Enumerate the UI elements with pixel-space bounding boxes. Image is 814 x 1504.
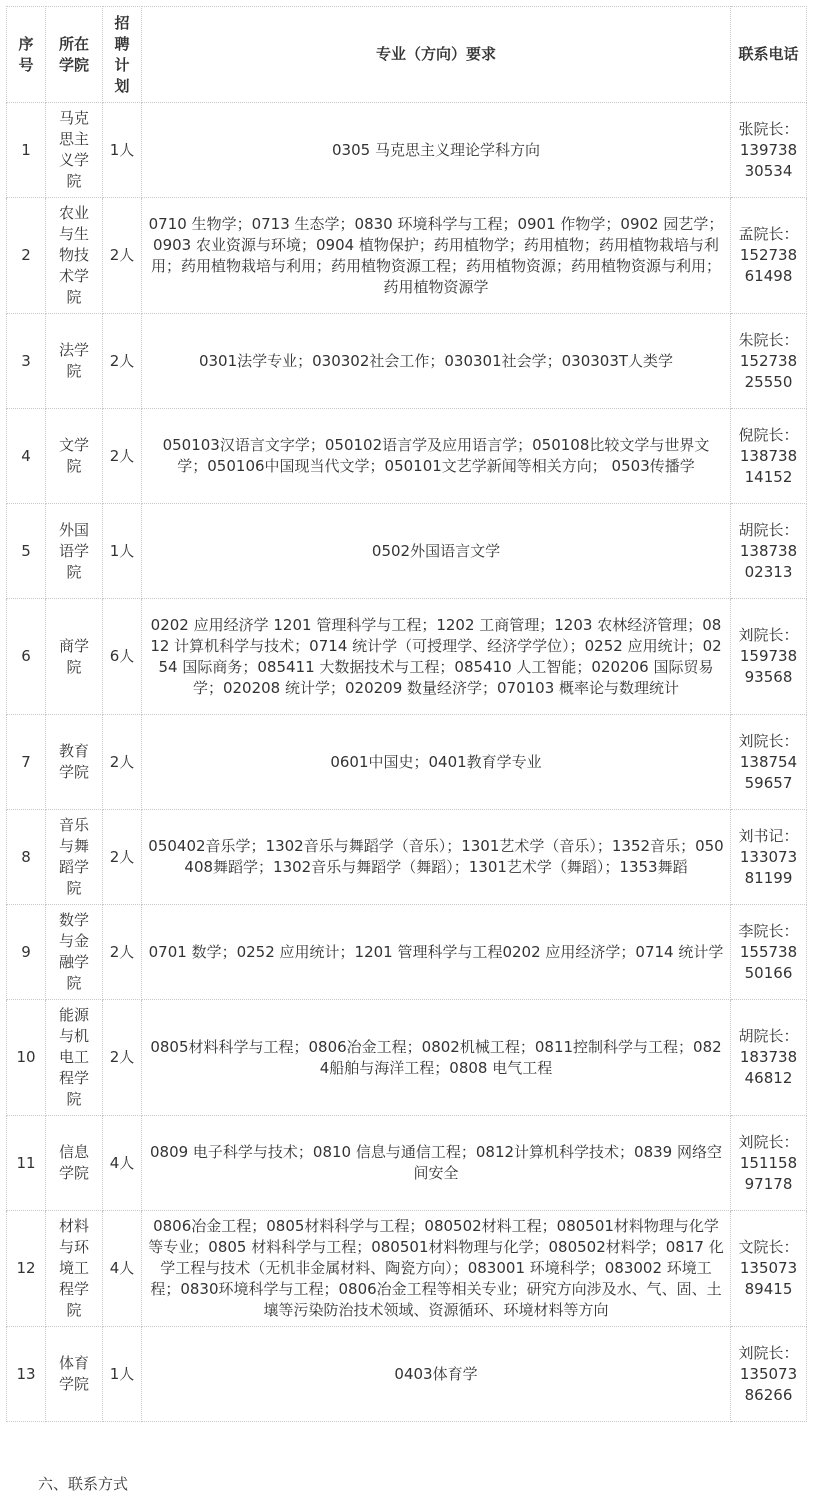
row-requirement: 0806冶金工程；0805材料科学与工程；080502材料工程；080501材料物理与化学等专业；0805 材料科学与工程；080501材料物理与化学；080502材料学；0817 化学工程与技术（无机非金属材料、陶瓷方向）；083001 环境科学；083002 环境工程；0830环境科学与工程；0806冶金工程等相关专业；研究方向涉及水、气、固、土壤等污染防治技术领域、资源循环、环境材料等方向: [142, 1211, 731, 1327]
row-plan: 4人: [103, 1211, 142, 1327]
table-row: [7, 1327, 807, 1422]
table-row: [7, 198, 807, 314]
row-phone: 胡院长：18373846812: [731, 1000, 807, 1116]
table-row: [7, 715, 807, 810]
row-college: 商学院: [46, 599, 103, 715]
row-requirement: 050402音乐学；1302音乐与舞蹈学（音乐）；1301艺术学（音乐）；1352音乐；050408舞蹈学；1302音乐与舞蹈学（舞蹈）；1301艺术学（舞蹈）；1353舞蹈: [142, 810, 731, 905]
row-requirement: 0403体育学: [142, 1327, 731, 1422]
row-seq: 6: [7, 599, 46, 715]
table-row: [7, 905, 807, 1000]
table-body: [7, 103, 807, 1422]
row-college: 马克思主义学院: [46, 103, 103, 198]
row-phone: 刘院长：13507386266: [731, 1327, 807, 1422]
header-row: [7, 7, 807, 103]
row-plan: 2人: [103, 1000, 142, 1116]
row-phone: 刘院长：13875459657: [731, 715, 807, 810]
header-college: 所在学院: [46, 7, 103, 103]
row-seq: 5: [7, 504, 46, 599]
row-phone: 倪院长：13873814152: [731, 409, 807, 504]
row-plan: 6人: [103, 599, 142, 715]
header-seq: 序号: [7, 7, 46, 103]
row-plan: 2人: [103, 409, 142, 504]
row-phone: 文院长：13507389415: [731, 1211, 807, 1327]
row-requirement: 050103汉语言文字学；050102语言学及应用语言学；050108比较文学与世界文学；050106中国现当代文学；050101文艺学新闻等相关方向； 0503传播学: [142, 409, 731, 504]
row-college: 音乐与舞蹈学院: [46, 810, 103, 905]
row-college: 文学院: [46, 409, 103, 504]
row-requirement: 0502外国语言文学: [142, 504, 731, 599]
table-row: [7, 599, 807, 715]
row-seq: 8: [7, 810, 46, 905]
row-requirement: 0805材料科学与工程；0806冶金工程；0802机械工程；0811控制科学与工程；0824船舶与海洋工程；0808 电气工程: [142, 1000, 731, 1116]
row-requirement: 0601中国史；0401教育学专业: [142, 715, 731, 810]
row-college: 材料与环境工程学院: [46, 1211, 103, 1327]
row-plan: 4人: [103, 1116, 142, 1211]
row-college: 法学院: [46, 314, 103, 409]
row-plan: 1人: [103, 1327, 142, 1422]
header-requirement: 专业（方向）要求: [142, 7, 731, 103]
row-college: 体育学院: [46, 1327, 103, 1422]
row-phone: 朱院长：15273825550: [731, 314, 807, 409]
row-seq: 4: [7, 409, 46, 504]
section-heading-contact: 六、联系方式: [38, 1475, 129, 1493]
row-seq: 1: [7, 103, 46, 198]
table-row: [7, 409, 807, 504]
row-requirement: 0305 马克思主义理论学科方向: [142, 103, 731, 198]
row-seq: 10: [7, 1000, 46, 1116]
row-college: 数学与金融学院: [46, 905, 103, 1000]
table-row: [7, 1211, 807, 1327]
header-plan: 招聘计划: [103, 7, 142, 103]
row-requirement: 0809 电子科学与技术；0810 信息与通信工程；0812计算机科学技术；0839 网络空间安全: [142, 1116, 731, 1211]
row-phone: 张院长：13973830534: [731, 103, 807, 198]
row-phone: 刘院长：15973893568: [731, 599, 807, 715]
row-seq: 11: [7, 1116, 46, 1211]
table-row: [7, 1116, 807, 1211]
table-row: [7, 1000, 807, 1116]
row-phone: 胡院长：13873802313: [731, 504, 807, 599]
row-college: 外国语学院: [46, 504, 103, 599]
row-requirement: 0301法学专业；030302社会工作；030301社会学；030303T人类学: [142, 314, 731, 409]
row-plan: 2人: [103, 314, 142, 409]
table-row: [7, 103, 807, 198]
row-plan: 1人: [103, 504, 142, 599]
row-plan: 2人: [103, 198, 142, 314]
recruitment-table: [6, 6, 807, 1422]
row-plan: 2人: [103, 905, 142, 1000]
row-college: 信息学院: [46, 1116, 103, 1211]
row-seq: 13: [7, 1327, 46, 1422]
row-plan: 1人: [103, 103, 142, 198]
row-seq: 2: [7, 198, 46, 314]
header-phone: 联系电话: [731, 7, 807, 103]
row-plan: 2人: [103, 715, 142, 810]
row-college: 能源与机电工程学院: [46, 1000, 103, 1116]
row-seq: 9: [7, 905, 46, 1000]
table-row: [7, 314, 807, 409]
row-college: 农业与生物技术学院: [46, 198, 103, 314]
row-requirement: 0710 生物学；0713 生态学；0830 环境科学与工程；0901 作物学；0902 园艺学；0903 农业资源与环境；0904 植物保护；药用植物学；药用植物；药用植物栽培与利用；药用植物栽培与利用；药用植物资源工程；药用植物资源；药用植物资源与利用；药用植物资源学: [142, 198, 731, 314]
table-row: [7, 810, 807, 905]
row-phone: 刘院长：15115897178: [731, 1116, 807, 1211]
row-seq: 7: [7, 715, 46, 810]
row-requirement: 0701 数学；0252 应用统计；1201 管理科学与工程0202 应用经济学；0714 统计学: [142, 905, 731, 1000]
row-requirement: 0202 应用经济学 1201 管理科学与工程；1202 工商管理；1203 农林经济管理；0812 计算机科学与技术；0714 统计学（可授理学、经济学学位）；0252 应用统计；0254 国际商务；085411 大数据技术与工程；085410 人工智能；020206 国际贸易学；020208 统计学；020209 数量经济学；070103 概率论与数理统计: [142, 599, 731, 715]
table-row: [7, 504, 807, 599]
row-seq: 12: [7, 1211, 46, 1327]
row-college: 教育学院: [46, 715, 103, 810]
row-seq: 3: [7, 314, 46, 409]
row-phone: 孟院长：15273861498: [731, 198, 807, 314]
row-plan: 2人: [103, 810, 142, 905]
row-phone: 李院长：15573850166: [731, 905, 807, 1000]
row-phone: 刘书记：13307381199: [731, 810, 807, 905]
